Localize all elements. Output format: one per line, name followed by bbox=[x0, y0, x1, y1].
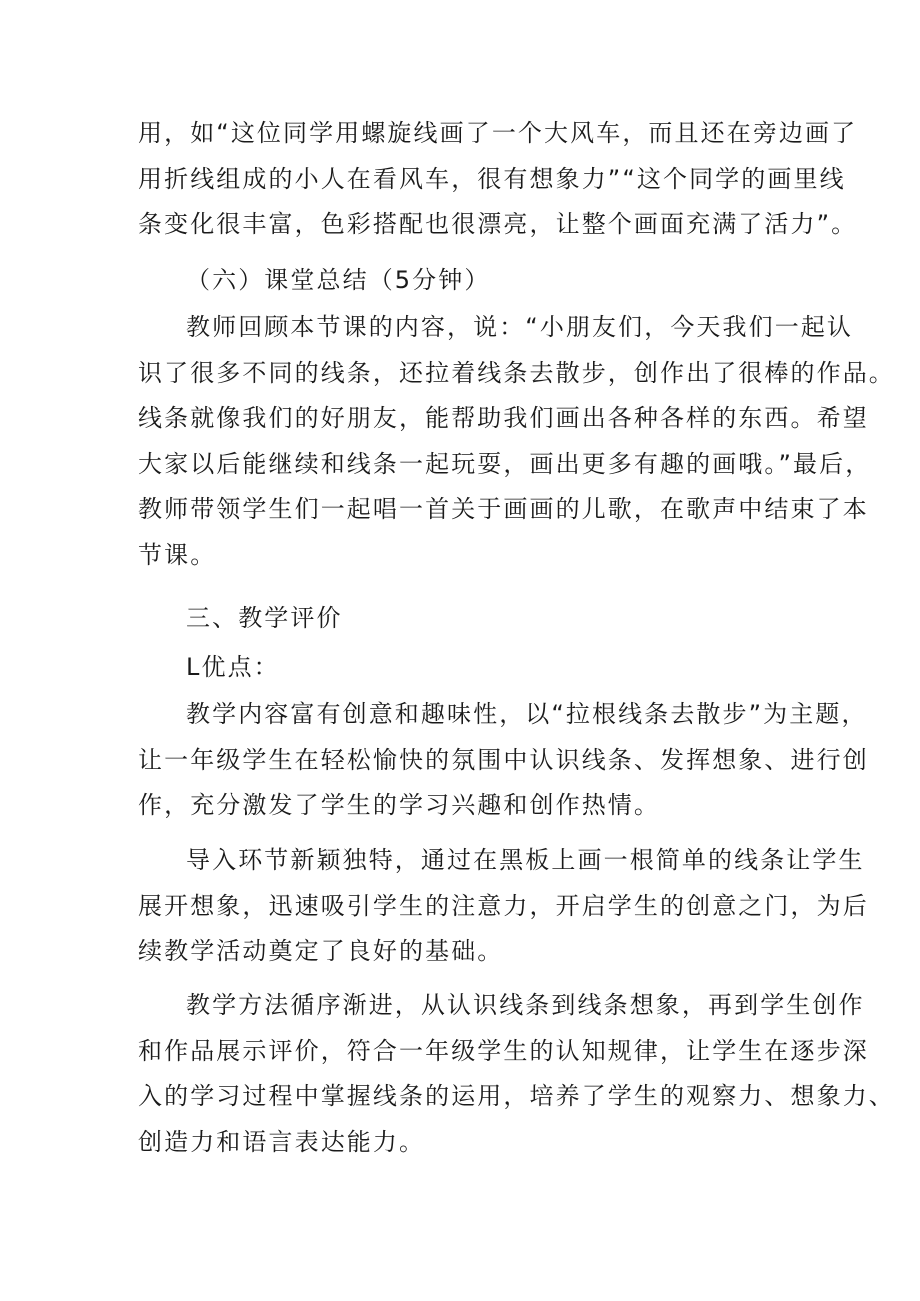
paragraph-line: 导入环节新颖独特，通过在黑板上画一根简单的线条让学生 bbox=[186, 846, 865, 874]
paragraph-intro bbox=[138, 838, 869, 975]
paragraph-line: 续教学活动奠定了良好的基础。 bbox=[138, 937, 504, 965]
paragraph-content bbox=[138, 692, 869, 829]
section-heading-summary: （六）课堂总结（5分钟） bbox=[186, 266, 491, 294]
paragraph-line: 大家以后能继续和线条一起玩耍，画出更多有趣的画哦。”最后， bbox=[138, 449, 872, 478]
paragraph-line: 教学内容富有创意和趣味性，以“拉根线条去散步”为主题， bbox=[186, 700, 868, 728]
paragraph-line: 入的学习过程中掌握线条的运用，培养了学生的观察力、想象力、 bbox=[138, 1082, 895, 1110]
paragraph-line: 作，充分激发了学生的学习兴趣和创作热情。 bbox=[138, 791, 660, 819]
section-heading-evaluation: 三、教学评价 bbox=[186, 604, 343, 632]
subheading-advantages: L优点： bbox=[186, 653, 280, 681]
paragraph-method bbox=[138, 983, 895, 1165]
paragraph-line: 用，如“这位同学用螺旋线画了一个大风车，而且还在旁边画了 bbox=[138, 119, 858, 147]
paragraph-line: 教师带领学生们一起唱一首关于画画的儿歌，在歌声中结束了本 bbox=[138, 495, 869, 523]
paragraph-line: 条变化很丰富，色彩搭配也很漂亮，让整个画面充满了活力”。 bbox=[138, 210, 858, 238]
paragraph-line: 展开想象，迅速吸引学生的注意力，开启学生的创意之门，为后 bbox=[138, 891, 869, 920]
paragraph-line: 让一年级学生在轻松愉快的氛围中认识线条、发挥想象、进行创 bbox=[138, 745, 869, 774]
paragraph-line: 教学方法循序渐进，从认识线条到线条想象，再到学生创作 bbox=[186, 991, 865, 1019]
paragraph-continuation bbox=[138, 111, 858, 248]
paragraph-line: 创造力和语言表达能力。 bbox=[138, 1127, 426, 1156]
paragraph-line: 和作品展示评价，符合一年级学生的认知规律，让学生在逐步深 bbox=[138, 1036, 869, 1065]
paragraph-line: 用折线组成的小人在看风车，很有想象力”“这个同学的画里线 bbox=[138, 164, 846, 193]
paragraph-summary bbox=[138, 305, 895, 578]
paragraph-line: 识了很多不同的线条，还拉着线条去散步，创作出了很棒的作品。 bbox=[138, 358, 895, 387]
paragraph-line: 节课。 bbox=[138, 540, 217, 569]
paragraph-line: 线条就像我们的好朋友，能帮助我们画出各种各样的东西。希望 bbox=[138, 404, 869, 432]
paragraph-line: 教师回顾本节课的内容，说：“小朋友们，今天我们一起认 bbox=[186, 313, 854, 341]
